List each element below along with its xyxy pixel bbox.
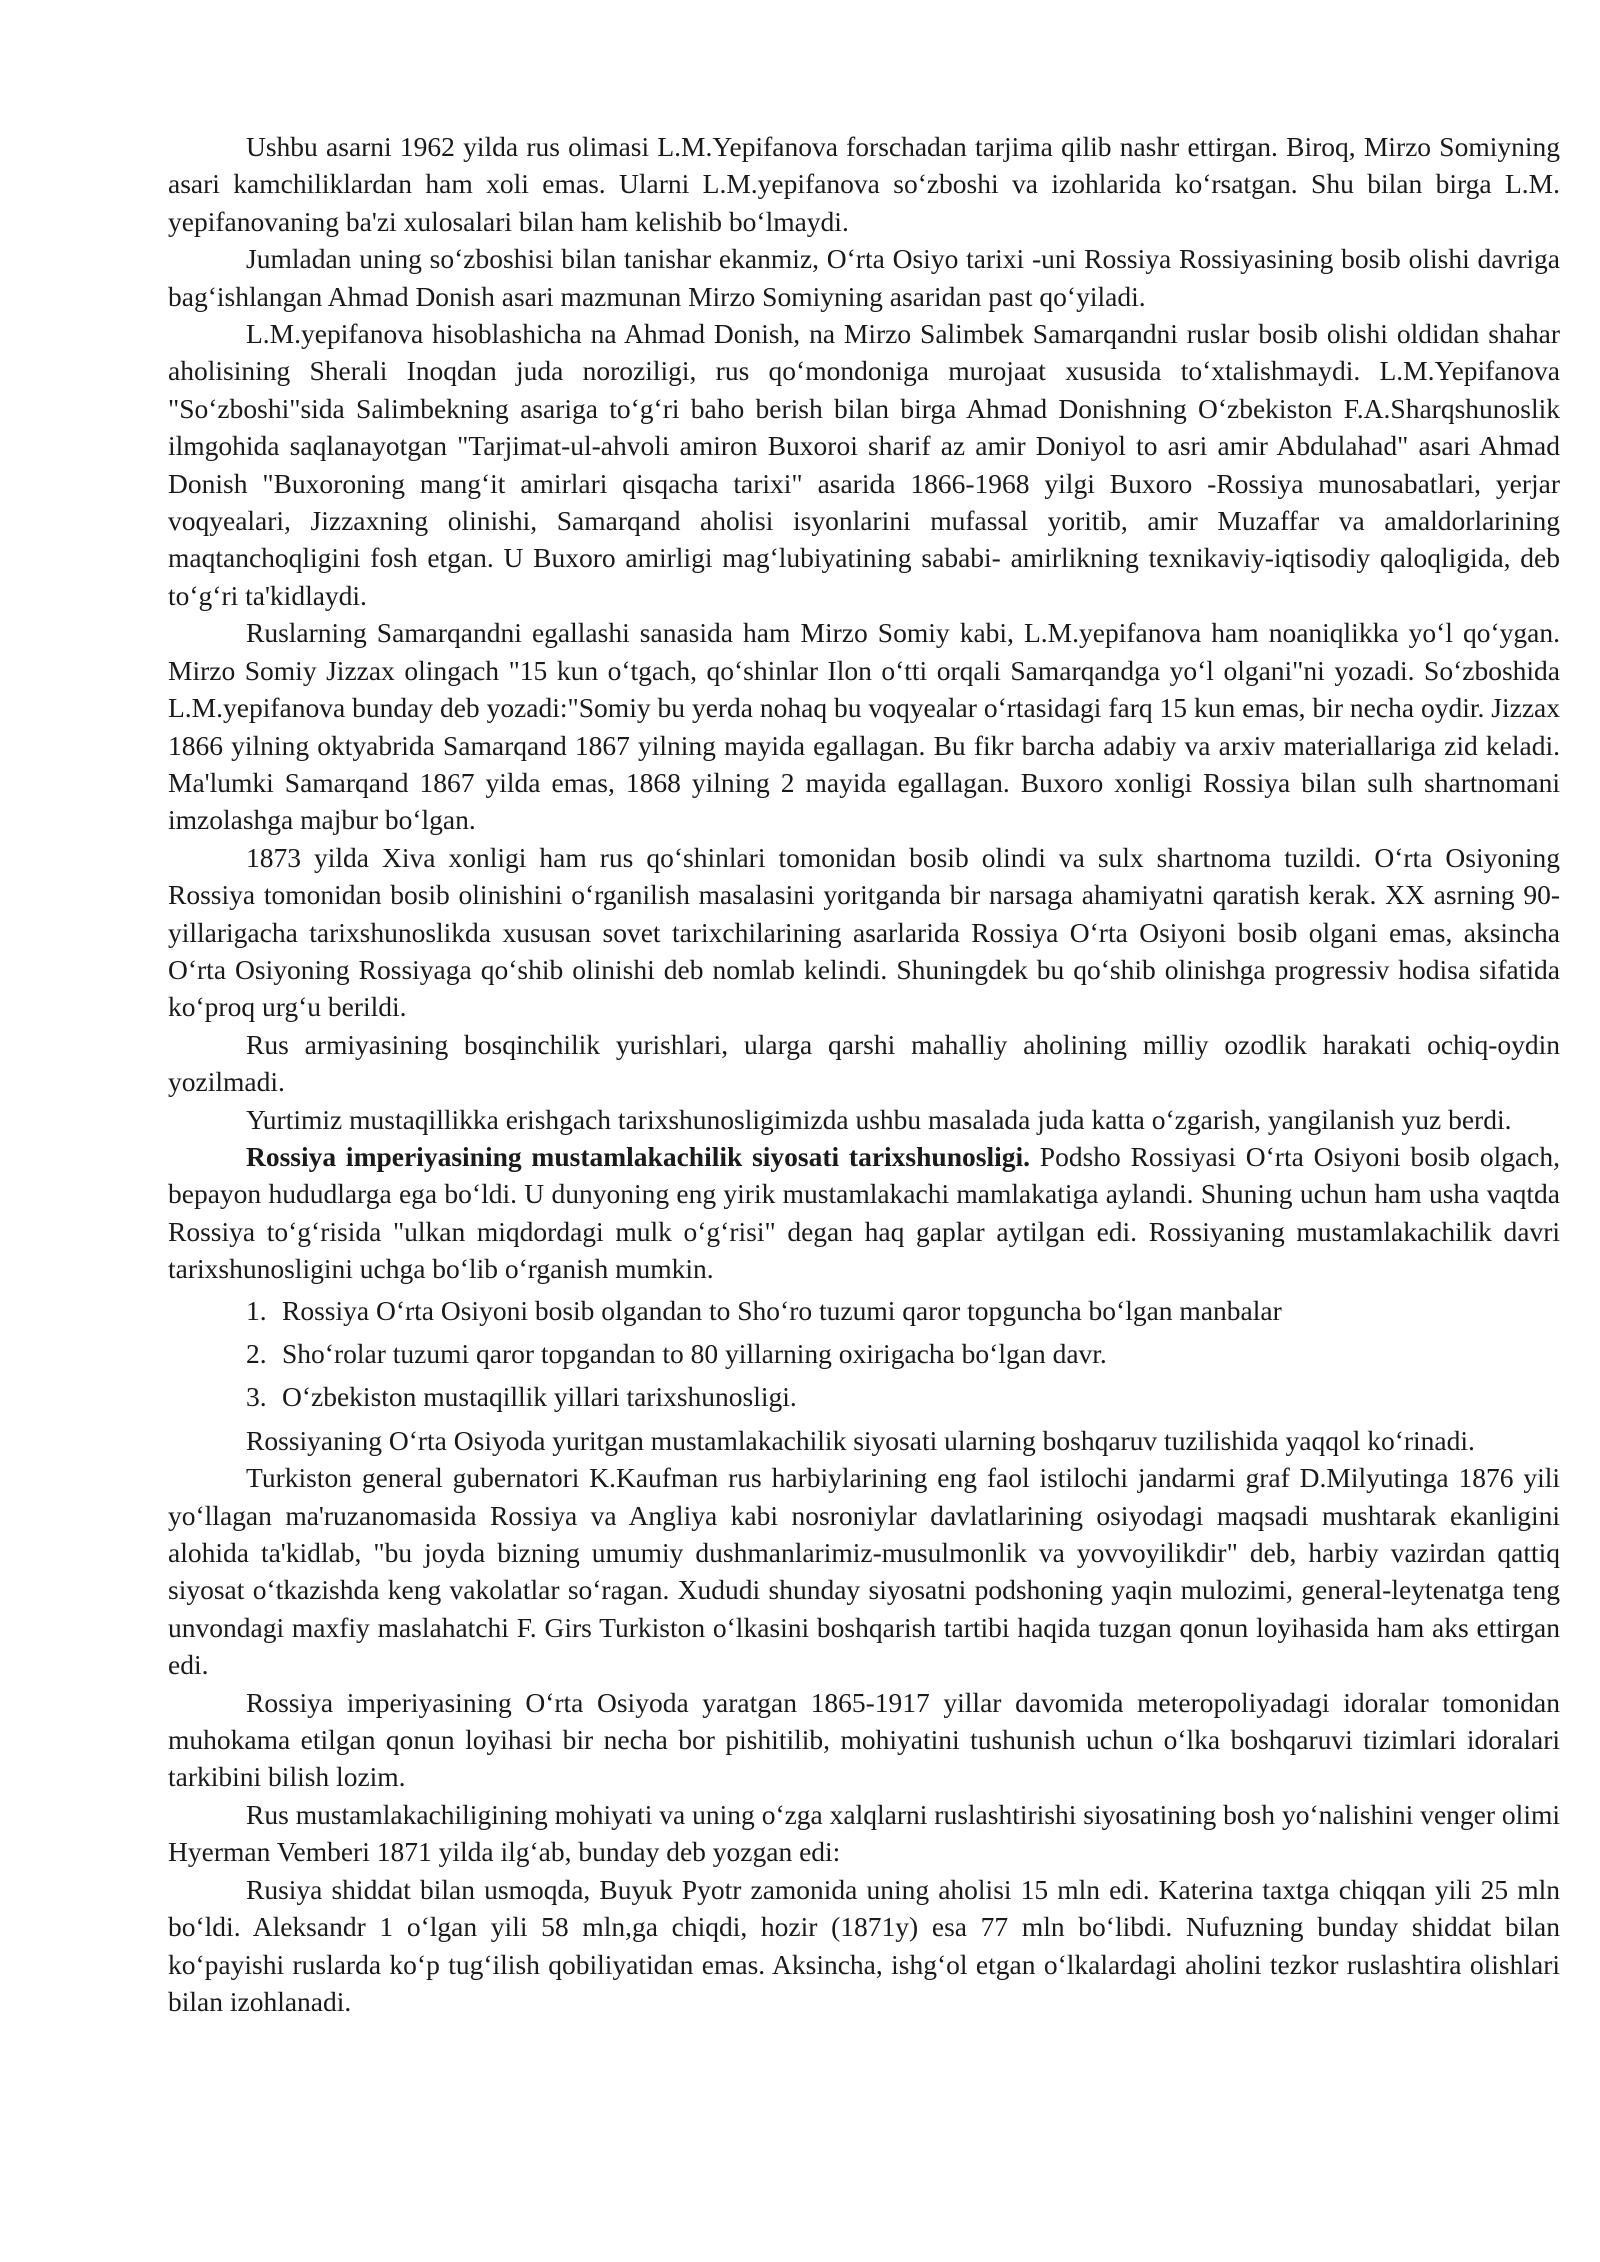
list-item-text: Rossiya O‘rta Osiyoni bosib olgandan to Sho‘ro tuzumi qaror topguncha bo‘lgan manbalar <box>282 1294 1282 1326</box>
paragraph: L.M.yepifanova hisoblashicha na Ahmad Donish, na Mirzo Salimbek Samarqandni ruslar bosib olishi oldidan shahar aholisining Sherali Inoqdan juda noroziligi, rus qo‘mondoniga murojaat xususida to‘xtalishmaydi. L.M.Yepifanova "So‘zboshi"sida Salimbekning asariga to‘g‘ri baho berish bilan birga Ahmad Donishning O‘zbekiston F.A.Sharqshunoslik ilmgohida saqlanayotgan "Tarjimat-ul-ahvoli amiron Buxoroi sharif az amir Doniyol to asri amir Abdulahad" asari Ahmad Donish "Buxoroning mang‘it amirlari qisqacha tarixi" asarida 1866-1968 yilgi Buxoro -Rossiya munosabatlari, yerjar voqyealari, Jizzaxning olinishi, Samarqand aholisi isyonlarini mufassal yoritib, amir Muzaffar va amaldorlarining maqtanchoqligini fosh etgan. U Buxoro amirligi mag‘lubiyatining sababi- amirlikning texnikaviy-iqtisodiy qaloqligida, deb to‘g‘ri ta'kidlaydi. <box>168 318 1560 611</box>
list-item <box>168 1378 1560 1415</box>
paragraph: Rus mustamlakachiligining mohiyati va uning o‘zga xalqlarni ruslashtirishi siyosatining bosh yo‘nalishini venger olimi Hyerman Vemberi 1871 yilda ilg‘ab, bunday deb yozgan edi: <box>168 1798 1560 1868</box>
list-item <box>168 1335 1560 1372</box>
paragraph: Yurtimiz mustaqillikka erishgach tarixshunosligimizda ushbu masalada juda katta o‘zgarish, yangilanish yuz berdi. <box>246 1103 1512 1135</box>
paragraph: Ruslarning Samarqandni egallashi sanasida ham Mirzo Somiy kabi, L.M.yepifanova ham noaniqlikka yo‘l qo‘ygan. Mirzo Somiy Jizzax olingach "15 kun o‘tgach, qo‘shinlar Ilon o‘tti orqali Samarqandga yo‘l olgani"ni yozadi. So‘zboshida L.M.yepifanova bunday deb yozadi:"Somiy bu yerda nohaq bu voqyealar o‘rtasidagi farq 15 kun emas, bir necha oydir. Jizzax 1866 yilning oktyabrida Samarqand 1867 yilning mayida egallagan. Bu fikr barcha adabiy va arxiv materiallariga zid keladi. Ma'lumki Samarqand 1867 yilda emas, 1868 yilning 2 mayida egallagan. Buxoro xonligi Rossiya bilan sulh shartnomani imzolashga majbur bo‘lgan. <box>168 617 1560 836</box>
paragraph: Rossiyaning O‘rta Osiyoda yuritgan mustamlakachilik siyosati ularning boshqaruv tuzilishida yaqqol ko‘rinadi. <box>246 1424 1475 1456</box>
paragraph: 1873 yilda Xiva xonligi ham rus qo‘shinlari tomonidan bosib olindi va sulx shartnoma tuzildi. O‘rta Osiyoning Rossiya tomonidan bosib olinishini o‘rganilish masalasini yoritganda bir narsaga ahamiyatni qaratish kerak. XX asrning 90- yillarigacha tarixshunoslikda xususan sovet tarixchilarining asarlarida Rossiya O‘rta Osiyoni bosib olgani emas, aksincha O‘rta Osiyoning Rossiyaga qo‘shib olinishi deb nomlab kelindi. Shuningdek bu qo‘shib olinishga progressiv hodisa sifatida ko‘proq urg‘u berildi. <box>168 841 1560 1023</box>
paragraph: Rus armiyasining bosqinchilik yurishlari, ularga qarshi mahalliy aholining milliy ozodlik harakati ochiq-oydin yozilmadi. <box>168 1028 1560 1098</box>
list-item-number: 1. <box>246 1294 267 1326</box>
paragraph: Turkiston general gubernatori K.Kaufman rus harbiylarining eng faol istilochi jandarmi graf D.Milyutinga 1876 yili yo‘llagan ma'ruzanomasida Rossiya va Angliya kabi nosroniylar davlatlarining osiyodagi maqsadi mushtarak ekanligini alohida ta'kidlab, "bu joyda bizning umumiy dushmanlarimiz-musulmonlik va yovvoyilikdir" deb, harbiy vazirdan qattiq siyosat o‘tkazishda keng vakolatlar so‘ragan. Xududi shunday siyosatni podshoning yaqin mulozimi, general-leytenatga teng unvondagi maxfiy maslahatchi F. Girs Turkiston o‘lkasini boshqarish tartibi haqida tuzgan qonun loyihasida ham aks ettirgan edi. <box>168 1462 1560 1681</box>
paragraph: Rusiya shiddat bilan usmoqda, Buyuk Pyotr zamonida uning aholisi 15 mln edi. Katerina taxtga chiqqan yili 25 mln bo‘ldi. Aleksandr 1 o‘lgan yili 58 mln,ga chiqdi, hozir (1871y) esa 77 mln bo‘libdi. Nufuzning bunday shiddat bilan ko‘payishi ruslarda ko‘p tug‘ilish qobiliyatidan emas. Aksincha, ishg‘ol etgan o‘lkalardagi aholini tezkor ruslashtira olishlari bilan izohlanadi. <box>168 1873 1560 2017</box>
paragraph: Rossiya imperiyasining O‘rta Osiyoda yaratgan 1865-1917 yillar davomida meteropoliyadagi idoralar tomonidan muhokama etilgan qonun loyihasi bir necha bor pishitilib, mohiyatini tushunish uchun o‘lka boshqaruvi tizimlari idoralari tarkibini bilish lozim. <box>168 1686 1560 1793</box>
list-item-text: Sho‘rolar tuzumi qaror topgandan to 80 yillarning oxirigacha bo‘lgan davr. <box>282 1338 1107 1369</box>
document-page <box>168 128 1560 2020</box>
list-item-number: 3. <box>246 1381 267 1413</box>
paragraph: Ushbu asarni 1962 yilda rus olimasi L.M.Yepifanova forschadan tarjima qilib nashr ettirgan. Biroq, Mirzo Somiyning asari kamchiliklardan ham xoli emas. Ularni L.M.yepifanova so‘zboshi va izohlarida ko‘rsatgan. Shu bilan birga L.M. yepifanovaning ba'zi xulosalari bilan ham kelishib bo‘lmaydi. <box>168 131 1560 237</box>
list-item-text: O‘zbekiston mustaqillik yillari tarixshunosligi. <box>282 1381 797 1413</box>
list-item-number: 2. <box>246 1338 267 1369</box>
list-item <box>168 1292 1560 1329</box>
section-heading: Rossiya imperiyasining mustamlakachilik siyosati tarixshunosligi. <box>246 1140 1031 1172</box>
paragraph: Jumladan uning so‘zboshisi bilan tanishar ekanmiz, O‘rta Osiyo tarixi -uni Rossiya Rossiyasining bosib olishi davriga bag‘ishlangan Ahmad Donish asari mazmunan Mirzo Somiyning asaridan past qo‘yiladi. <box>168 243 1560 312</box>
section-heading-paragraph <box>168 1138 1560 1288</box>
section-heading-text: Podsho Rossiyasi O‘rta Osiyoni bosib olgach, bepayon hududlarga ega bo‘ldi. U dunyoning eng yirik mustamlakachi mamlakatiga aylandi. Shuning uchun ham usha vaqtda Rossiya to‘g‘risida "ulkan miqdordagi mulk o‘g‘risi" degan haq gaplar aytilgan edi. Rossiyaning mustamlakachilik davri tarixshunosligini uchga bo‘lib o‘rganish mumkin. <box>168 1140 1560 1285</box>
numbered-list <box>168 1292 1560 1416</box>
